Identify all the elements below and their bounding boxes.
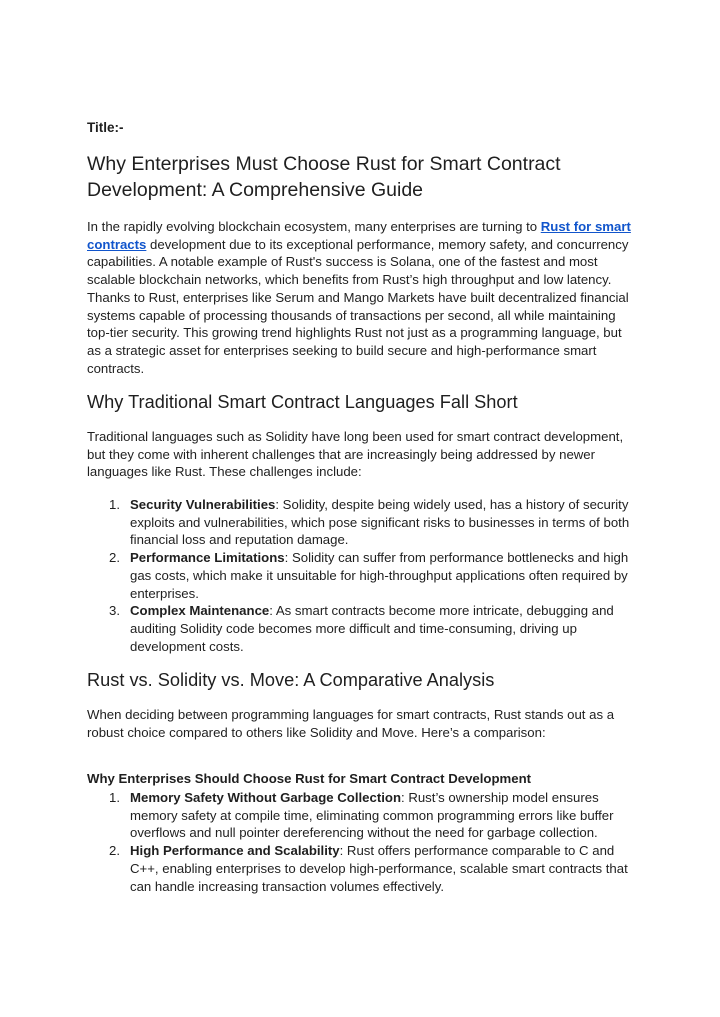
intro-text-after: development due to its exceptional performance, memory safety, and concurrency capabilities. A notable example of Rust's success is Solana, one of the fastest and most scalable blockchain networks, which benefits from Rust’s high throughput and low latency. Thanks to Rust, enterprises like Serum and Mango Markets have built decentralized financial systems capable of processing thousands of transactions per second, all while maintaining top-tier security. This growing trend highlights Rust not just as a programming language, but as a strategic asset for enterprises seeking to build secure and high-performance smart contracts. (87, 236, 629, 376)
list-item-title: Complex Maintenance (130, 603, 270, 619)
list-item (87, 789, 635, 842)
list-item-title: Performance Limitations (130, 550, 285, 566)
intro-text-before: In the rapidly evolving blockchain ecosystem, many enterprises are turning to (87, 219, 541, 234)
doc-label: Title:- (87, 120, 124, 135)
section-paragraph-comparison: When deciding between programming languages for smart contracts, Rust stands out as a robust choice compared to others like Solidity and Move. Here’s a comparison: (87, 707, 615, 740)
benefits-list (87, 789, 632, 895)
list-item-text: : Solidity can suffer from performance bottlenecks and high gas costs, which make it unsuitable for high-throughput applications often required by enterprises. (130, 550, 629, 601)
subheading-why-rust: Why Enterprises Should Choose Rust for Smart Contract Development (87, 771, 532, 787)
rust-smart-contracts-link[interactable]: Rust for smart contracts (87, 219, 631, 252)
list-number: 1. (109, 790, 120, 805)
list-item-title: Memory Safety Without Garbage Collection (130, 790, 401, 805)
list-number: 2. (109, 550, 120, 566)
list-item-title: High Performance and Scalability (130, 843, 340, 859)
list-item (87, 496, 635, 549)
challenges-list (87, 496, 632, 655)
list-item-text: : Solidity, despite being widely used, has a history of security exploits and vulnerabilities, which pose significant risks to businesses in terms of both financial loss and reputation damage. (130, 497, 630, 548)
list-number: 1. (109, 497, 120, 512)
list-number: 3. (109, 603, 120, 619)
section-heading-traditional: Why Traditional Smart Contract Languages Fall Short (87, 392, 518, 412)
list-item-text: : Rust offers performance comparable to C and C++, enabling enterprises to develop high-performance, scalable smart contracts that can handle increasing transaction volumes effectively. (130, 843, 628, 894)
list-item (87, 549, 635, 602)
intro-paragraph (87, 218, 632, 377)
list-item-text: : Rust’s ownership model ensures memory safety at compile time, eliminating common programming errors like buffer overflows and null pointer dereferencing without the need for garbage collection. (130, 790, 614, 841)
page-title: Why Enterprises Must Choose Rust for Smart Contract Development: A Comprehensive Guide (87, 153, 561, 201)
list-item-text: : As smart contracts become more intricate, debugging and auditing Solidity code becomes more difficult and time-consuming, driving up development costs. (130, 603, 614, 654)
list-item-title: Security Vulnerabilities (130, 497, 276, 512)
section-heading-comparison: Rust vs. Solidity vs. Move: A Comparative Analysis (87, 670, 495, 690)
list-item (87, 602, 635, 655)
list-number: 2. (109, 843, 120, 859)
section-paragraph-traditional: Traditional languages such as Solidity have long been used for smart contract development, but they come with inherent challenges that are increasingly being addressed by newer languages like Rust. These challenges include: (87, 429, 624, 480)
list-item (87, 842, 635, 895)
